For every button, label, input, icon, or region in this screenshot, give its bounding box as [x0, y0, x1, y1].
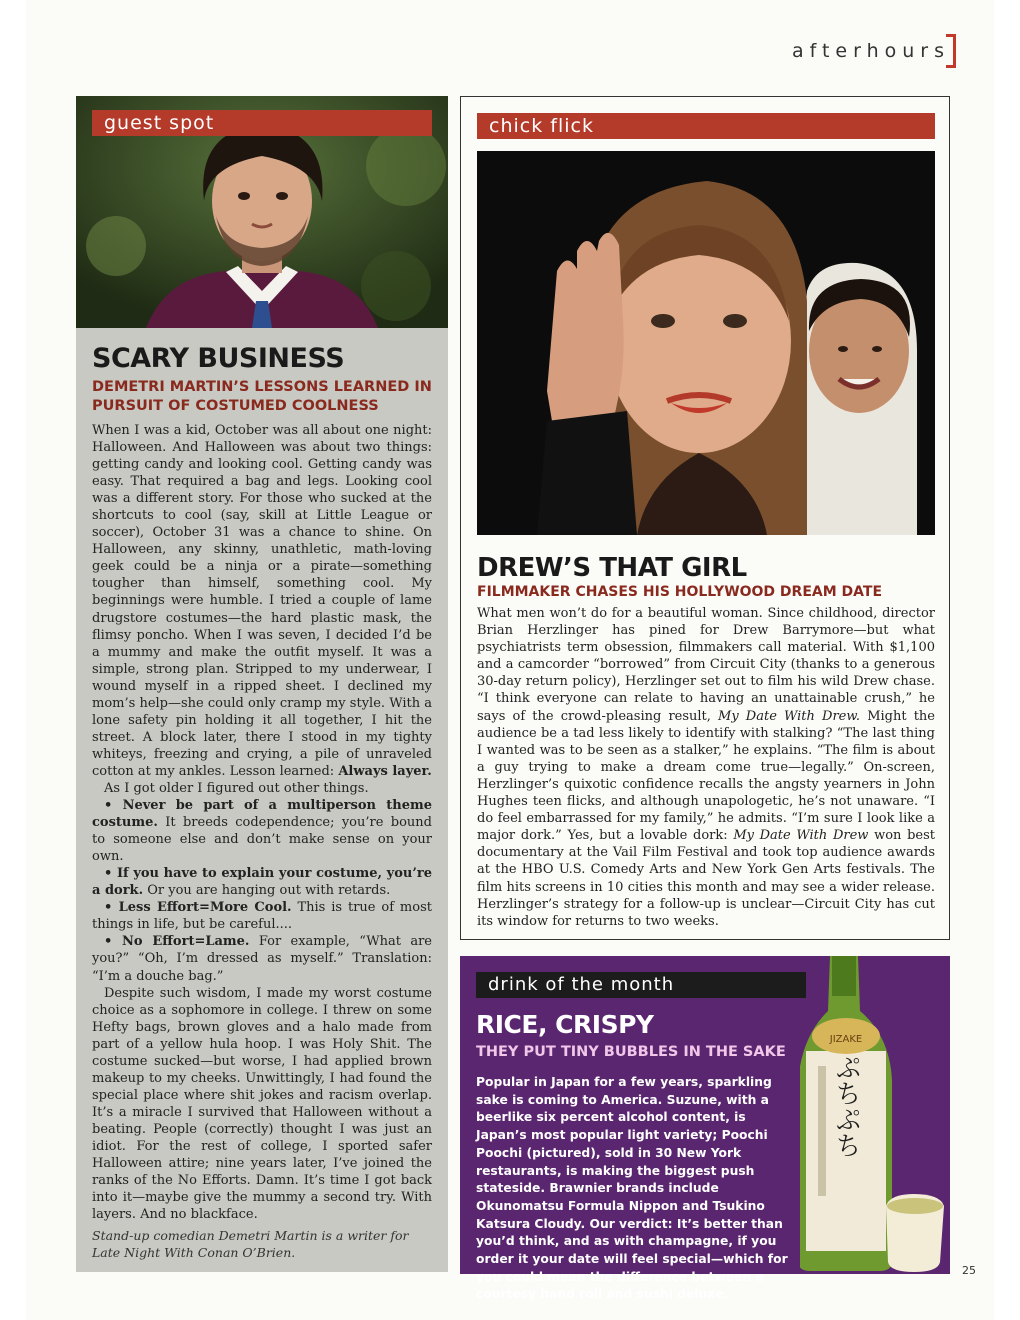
bracket-ornament [946, 34, 956, 68]
lesson-item: • Never be part of a multiperson theme costume. It breeds codependence; you’re bound to someone else and don’t make sense on your own. [92, 798, 432, 865]
guest-spot-tag: guest spot [92, 110, 432, 136]
drew-barrymore-photo [477, 151, 935, 535]
svg-text:JIZAKE: JIZAKE [829, 1034, 863, 1045]
drink-body: Popular in Japan for a few years, sparkling sake is coming to America. Suzune, with a beerlike six percent alcohol content, is Japan’s most popular light variety; Poochi Poochi (pictured), sold in 30 New York restaurants, is making the biggest push stateside. Brawnier brands include Okunomatsu Formula Nippon and Tsukino Katsura Cloudy. Our verdict: It’s better than you’d think, and as with champagne, if you order it your date will feel special—which for you could mean the difference between a courtesy hand roll and sushi deluxe. [476, 1075, 788, 1302]
body-paragraph: Despite such wisdom, I made my worst costume choice as a sophomore in college. I threw on some Hefty bags, brown gloves and a halo made from part of a yellow hula hoop. I was Holy Shit. The costume sucked—but worse, I had applied brown makeup to my cheeks. Unwittingly, I had found the special place where shit jokes and racism overlap. It’s a miracle I survived that Halloween without a beating. People (correctly) thought I was just an idiot. For the rest of college, I sported safer Halloween attire; nine years later, I’ve joined the ranks of the No Efforts. Damn. It’s time I got back into it—maybe give the mummy a second try. With layers. And no blackface. [92, 985, 432, 1223]
guest-spot-column [76, 96, 448, 1272]
chick-flick-headline: DREW’S THAT GIRL [477, 553, 747, 583]
demetri-martin-photo [76, 96, 448, 328]
chick-flick-deck: FILMMAKER CHASES HIS HOLLYWOOD DREAM DATE [477, 584, 883, 600]
drink-headline: RICE, CRISPY [476, 1010, 654, 1039]
guest-spot-body [92, 422, 432, 1223]
chick-flick-body: What men won’t do for a beautiful woman. Since childhood, director Brian Herzlinger has pined for Drew Barrymore—but what psychiatrists term obsession, filmmakers call material. With $1,100 and a camcorder “borrowed” from Circuit City (thanks to a generous 30-day return policy), Herzlinger set out to film his wild Drew chase. “I think everyone can relate to having an unattainable crush,” he says of the crowd-pleasing result, My Date With Drew. Might the audience be a tad less likely to identify with stalking? “The last thing I wanted was to be seen as a stalker,” he explains. “The film is about a guy trying to make a dream come true—legally.” On-screen, Herzlinger’s quixotic confidence recalls the angsty yearners in John Hughes teen flicks, and although unapologetic, he’s not unaware. “I do feel embarrassed for my family,” he admits. “I’m sure I look like a major dork.” Yes, but a lovable dork: My Date With Drew won best documentary at the Vail Film Festival and took top audience awards at the HBO U.S. Comedy Arts and New York Gen Arts festivals. The film hits screens in 10 cities this month and may see a wider release. Herzlinger’s strategy for a follow-up is unclear—Circuit City has cut its window for returns to two weeks. [477, 606, 935, 929]
section-header: afterhours [791, 40, 950, 62]
chick-flick-article [460, 96, 950, 940]
guest-spot-deck: DEMETRI MARTIN’S LESSONS LEARNED IN PURSUIT OF COSTUMED COOLNESS [92, 379, 432, 414]
drink-deck: THEY PUT TINY BUBBLES IN THE SAKE [476, 1044, 786, 1060]
author-credit: Stand-up comedian Demetri Martin is a writer for Late Night With Conan O’Brien. [92, 1228, 409, 1260]
svg-text:ぷちぷち: ぷちぷち [831, 1054, 861, 1158]
page-margin [0, 0, 26, 1320]
guest-spot-headline: SCARY BUSINESS [92, 343, 345, 374]
photo-illustration [477, 151, 935, 535]
drink-tag: drink of the month [476, 972, 806, 998]
sake-bottle-image [800, 956, 950, 1274]
page-number: 25 [962, 1264, 976, 1277]
sake-bottle-illustration [800, 956, 950, 1274]
lesson-item: • If you have to explain your costume, you’re a dork. Or you are hanging out with retards. [92, 866, 432, 899]
chick-flick-tag: chick flick [477, 113, 935, 139]
lesson-item: • Less Effort=More Cool. This is true of most things in life, but be careful.... [92, 900, 432, 933]
drink-of-the-month-box [460, 956, 950, 1302]
body-paragraph: As I got older I figured out other things. [104, 780, 369, 796]
lesson-item: • No Effort=Lame. For example, “What are you?” “Oh, I’m dressed as myself.” Translation: “I’m a douche bag.” [92, 934, 432, 984]
body-paragraph: When I was a kid, October was all about one night: Halloween. And Halloween was about two things: getting candy and looking cool. Getting candy was easy. That required a bag and legs. Looking cool was a different story. For those who sucked at the shortcuts to cool (say, skill at Little League or soccer), October 31 was a chance to shine. On Halloween, any skinny, unathletic, math-loving geek could be a ninja or a pirate—something tougher than himself, something cool. My beginnings were humble. I tried a couple of lame drugstore costumes—the hard plastic mask, the flimsy poncho. When I was seven, I decided I’d be a mummy and make the outfit myself. It was a simple, strong plan. Stripped to my underwear, I wound myself in a ripped sheet. I declined my mom’s help—she could only cramp my style. With a lone safety pin holding it all together, I hit the street. A block later, there I stood in my tighty whiteys, freezing and crying, a pile of unraveled cotton at my ankles. Lesson learned: Always layer. [92, 423, 432, 779]
